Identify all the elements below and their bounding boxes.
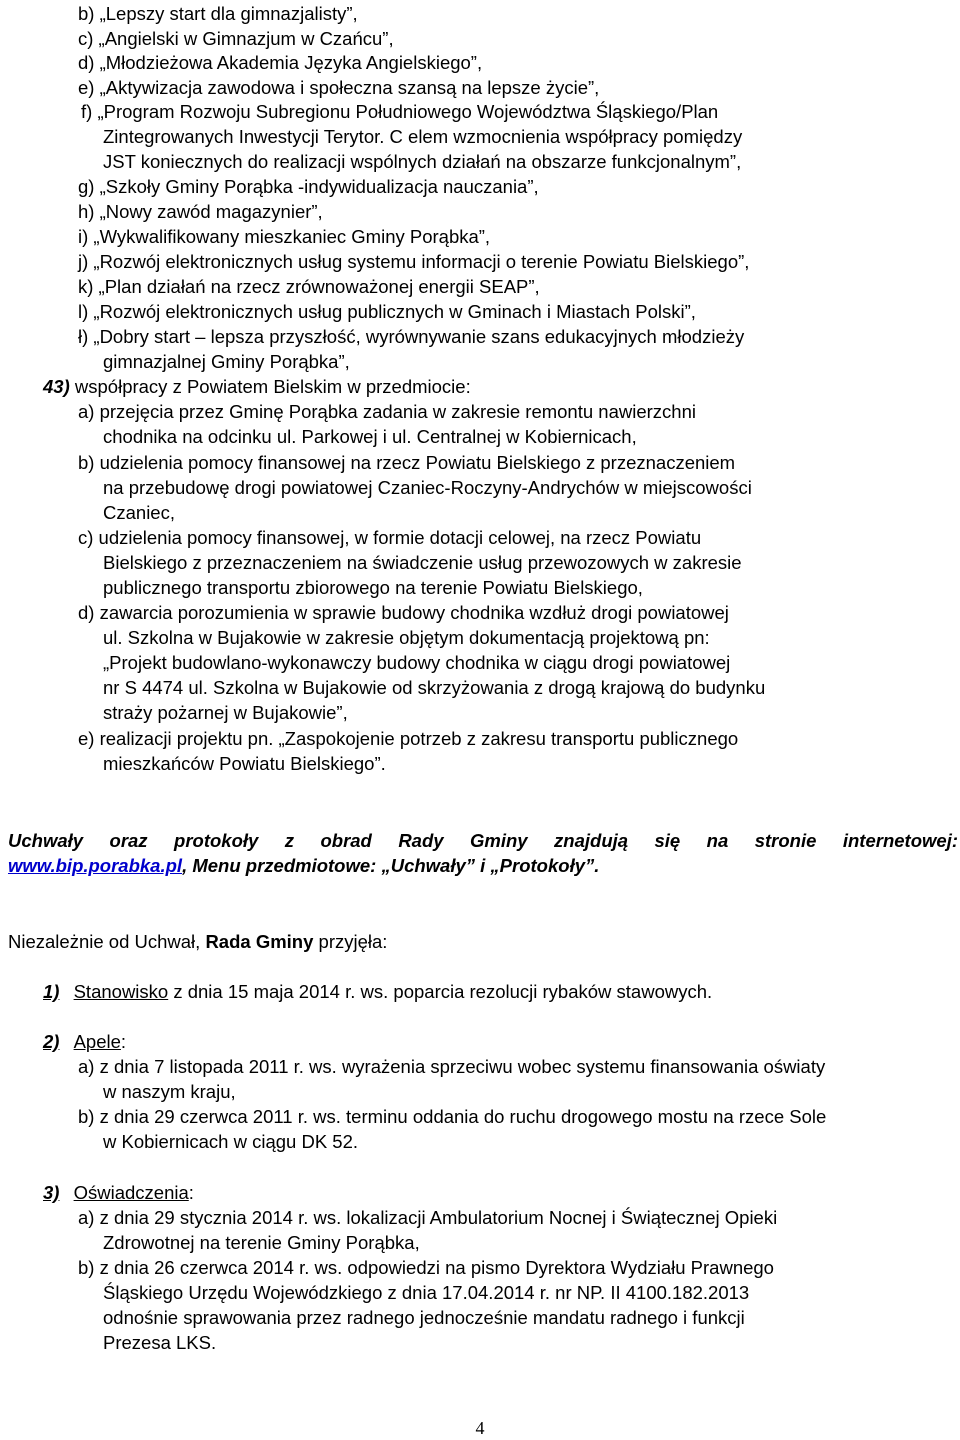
sub-item: a) z dnia 7 listopada 2011 r. ws. wyrażenia sprzeciwu wobec systemu finansowania oświaty	[78, 1056, 826, 1077]
sub-item-continuation: publicznego transportu zbiorowego na terenie Powiatu Bielskiego,	[103, 577, 643, 598]
intro-line	[8, 930, 387, 954]
list-item: k) „Plan działań na rzecz zrównoważonej energii SEAP”,	[78, 276, 540, 297]
list-item: f) „Program Rozwoju Subregionu Południowego Województwa Śląskiego/Plan	[81, 101, 719, 122]
intro-bold: Rada Gminy	[205, 931, 314, 952]
sub-item-continuation: Prezesa LKS.	[103, 1332, 217, 1353]
bip-link[interactable]: www.bip.porabka.pl	[8, 855, 183, 876]
section-2-colon: :	[120, 1031, 127, 1052]
section-3	[43, 1181, 194, 1205]
sub-item: c) udzielenia pomocy finansowej, w formie dotacji celowej, na rzecz Powiatu	[78, 527, 702, 548]
list-item: d) „Młodzieżowa Akademia Języka Angielskiego”,	[78, 52, 483, 73]
list-item: j) „Rozwój elektronicznych usług systemu informacji o terenie Powiatu Bielskiego”,	[78, 251, 750, 272]
sub-item-continuation: „Projekt budowlano-wykonawczy budowy chodnika w ciągu drogi powiatowej	[103, 652, 731, 673]
list-item: l) „Rozwój elektronicznych usług publicznych w Gminach i Miastach Polski”,	[78, 301, 696, 322]
sub-item-continuation: w naszym kraju,	[103, 1081, 236, 1102]
page-number: 4	[475, 1418, 485, 1438]
sub-item-continuation: Bielskiego z przeznaczeniem na świadczenie usług przewozowych w zakresie	[103, 552, 742, 573]
sub-item-continuation: ul. Szkolna w Bujakowie w zakresie objętym dokumentacją projektową pn:	[103, 627, 710, 648]
section-3-colon: :	[188, 1182, 194, 1203]
section-1-title: Stanowisko	[73, 981, 169, 1002]
section-3-title: Oświadczenia	[73, 1182, 189, 1203]
sub-item-continuation: w Kobiernicach w ciągu DK 52.	[103, 1131, 359, 1152]
section-1-text: z dnia 15 maja 2014 r. ws. poparcia rezolucji rybaków stawowych.	[168, 981, 713, 1002]
item-43-heading	[43, 375, 471, 399]
sub-item: d) zawarcia porozumienia w sprawie budowy chodnika wzdłuż drogi powiatowej	[78, 602, 729, 623]
list-item: c) „Angielski w Gimnazjum w Czańcu”,	[78, 28, 394, 49]
sub-item: e) realizacji projektu pn. „Zaspokojenie potrzeb z zakresu transportu publicznego	[78, 728, 739, 749]
sub-item-continuation: chodnika na odcinku ul. Parkowej i ul. Centralnej w Kobiernicach,	[103, 426, 637, 447]
list-item: ł) „Dobry start – lepsza przyszłość, wyrównywanie szans edukacyjnych młodzieży	[78, 326, 745, 347]
section-1	[43, 980, 712, 1004]
list-item: b) „Lepszy start dla gimnazjalisty”,	[78, 3, 358, 24]
list-item: g) „Szkoły Gminy Porąbka -indywidualizacja nauczania”,	[78, 176, 539, 197]
section-2-title: Apele	[73, 1031, 121, 1052]
list-item: h) „Nowy zawód magazynier”,	[78, 201, 323, 222]
section-3-number: 3)	[43, 1182, 60, 1203]
list-item: e) „Aktywizacja zawodowa i społeczna szansą na lepsze życie”,	[78, 77, 600, 98]
list-item: i) „Wykwalifikowany mieszkaniec Gminy Porąbka”,	[78, 226, 491, 247]
intro-prefix: Niezależnie od Uchwał,	[8, 931, 206, 952]
sub-item-continuation: odnośnie sprawowania przez radnego jednocześnie mandatu radnego i funkcji	[103, 1307, 745, 1328]
intro-suffix: przyjęła:	[313, 931, 388, 952]
sub-item-continuation: Śląskiego Urzędu Wojewódzkiego z dnia 17.04.2014 r. nr NP. II 4100.182.2013	[103, 1282, 750, 1303]
sub-item-continuation: nr S 4474 ul. Szkolna w Bujakowie od skrzyżowania z drogą krajową do budynku	[103, 677, 766, 698]
sub-item: b) z dnia 26 czerwca 2014 r. ws. odpowiedzi na pismo Dyrektora Wydziału Prawnego	[78, 1257, 774, 1278]
sub-item: b) udzielenia pomocy finansowej na rzecz Powiatu Bielskiego z przeznaczeniem	[78, 452, 736, 473]
section-1-number: 1)	[43, 981, 60, 1002]
sub-item-continuation: na przebudowę drogi powiatowej Czaniec-Roczyny-Andrychów w miejscowości	[103, 477, 752, 498]
item-43-text: współpracy z Powiatem Bielskim w przedmiocie:	[74, 376, 471, 397]
sub-item-continuation: Czaniec,	[103, 502, 175, 523]
sub-item: a) przejęcia przez Gminę Porąbka zadania w zakresie remontu nawierzchni	[78, 401, 696, 422]
list-item-continuation: Zintegrowanych Inwestycji Terytor. C elem wzmocnienia współpracy pomiędzy	[103, 126, 743, 147]
section-2-number: 2)	[43, 1031, 60, 1052]
notice-line: Uchwały oraz protokoły z obrad Rady Gminy znajdują się na stronie internetowej:	[8, 830, 958, 851]
sub-item: b) z dnia 29 czerwca 2011 r. ws. terminu oddania do ruchu drogowego mostu na rzece Sole	[78, 1106, 827, 1127]
section-2	[43, 1030, 126, 1054]
notice-rest: , Menu przedmiotowe: „Uchwały” i „Protokoły”.	[182, 855, 600, 876]
sub-item-continuation: mieszkańców Powiatu Bielskiego”.	[103, 753, 386, 774]
notice-line-2	[8, 854, 599, 878]
list-item-continuation: gimnazjalnej Gminy Porąbka”,	[103, 351, 350, 372]
sub-item: a) z dnia 29 stycznia 2014 r. ws. lokalizacji Ambulatorium Nocnej i Świątecznej Opieki	[78, 1207, 778, 1228]
list-item-continuation: JST koniecznych do realizacji wspólnych działań na obszarze funkcjonalnym”,	[103, 151, 742, 172]
sub-item-continuation: Zdrowotnej na terenie Gminy Porąbka,	[103, 1232, 420, 1253]
sub-item-continuation: straży pożarnej w Bujakowie”,	[103, 702, 348, 723]
item-43-number: 43)	[43, 376, 70, 397]
